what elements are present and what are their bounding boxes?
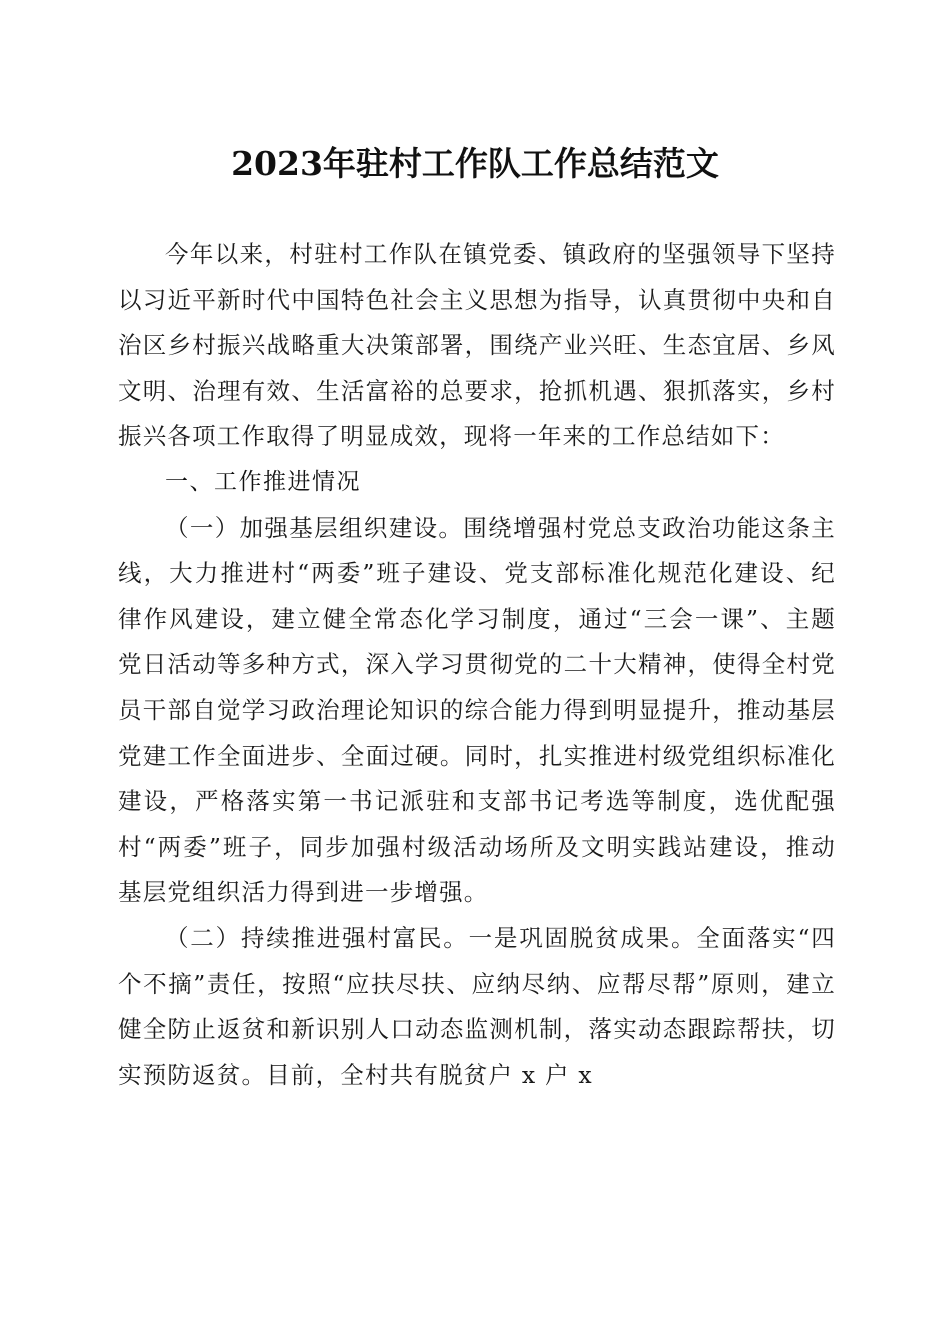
subsection-2-paragraph xyxy=(118,916,836,1098)
intro-paragraph: 今年以来，村驻村工作队在镇党委、镇政府的坚强领导下坚持以习近平新时代中国特色社会主义思想为指导，认真贯彻中央和自治区乡村振兴战略重大决策部署，围绕产业兴旺、生态宜居、乡风文明、治理有效、生活富裕的总要求，抢抓机遇、狠抓落实，乡村振兴各项工作取得了明显成效，现将一年来的工作总结如下： xyxy=(118,240,836,451)
subsection-2-lead: （二）持续推进强村富民。 xyxy=(165,923,469,952)
document-body xyxy=(118,232,836,1098)
subsection-1-text: 围绕增强村党总支政治功能这条主线，大力推进村“两委”班子建设、党支部标准化规范化建设、纪律作风建设，建立健全常态化学习制度，通过“三会一课”、主题党日活动等多种方式，深入学习贯彻党的二十大精神，使得全村党员干部自觉学习政治理论知识的综合能力得到明显提升，推动基层党建工作全面进步、全面过硬。同时，扎实推进村级党组织标准化建设，严格落实第一书记派驻和支部书记考选等制度，选优配强村“两委”班子，同步加强村级活动场所及文明实践站建设，推动基层党组织活力得到进一步增强。 xyxy=(118,513,837,907)
subsection-1-paragraph xyxy=(118,506,836,916)
subsection-2-text: 一是巩固脱贫成果。全面落实“四个不摘”责任，按照“应扶尽扶、应纳尽纳、应帮尽帮”原则，建立健全防止返贫和新识别人口动态监测机制，落实动态跟踪帮扶，切实预防返贫。目前，全村共有脱贫户 x 户 x xyxy=(118,923,836,1089)
subsection-1-lead: （一）加强基层组织建设。 xyxy=(165,513,464,542)
document-title: 2023年驻村工作队工作总结范文 xyxy=(231,144,719,183)
section-heading-work-progress: 一、工作推进情况 xyxy=(165,468,361,495)
